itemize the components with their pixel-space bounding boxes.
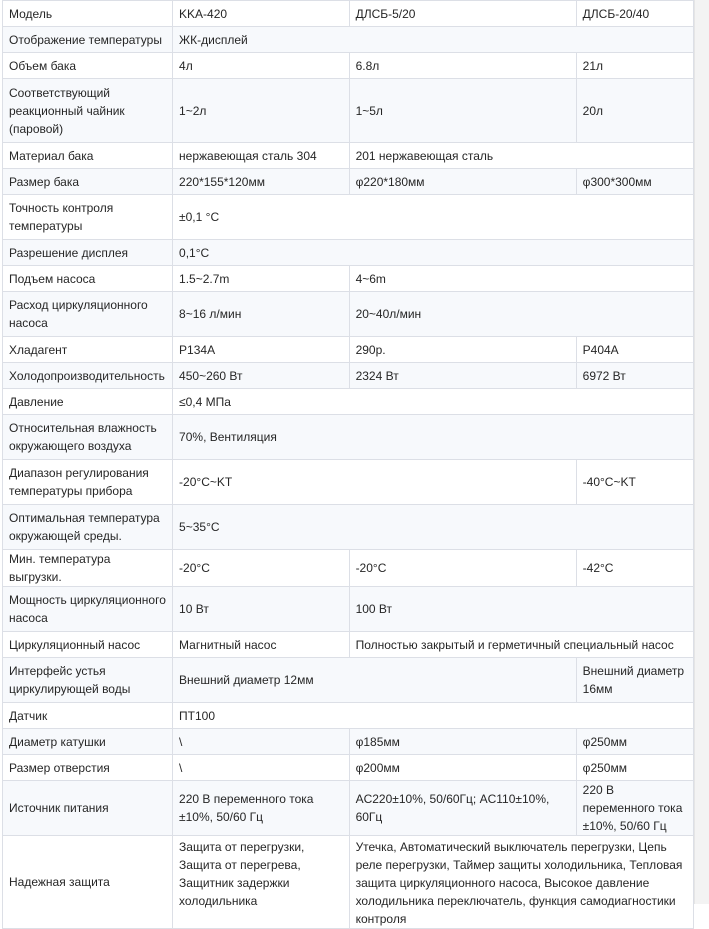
- value-kka420: 1.5~2.7m: [173, 266, 350, 292]
- value-dlsb2040: Внешний диаметр 16мм: [576, 658, 693, 703]
- value-kka420: 450~260 Вт: [173, 363, 350, 389]
- value-dlsb520: AC220±10%, 50/60Гц; AC110±10%, 60Гц: [349, 781, 576, 836]
- table-row-tank-material: [3, 143, 694, 169]
- table-row-humidity: [3, 415, 694, 460]
- value-dlsb520: ДЛСБ-5/20: [349, 1, 576, 27]
- value-dlsb520: 2324 Вт: [349, 363, 576, 389]
- table-row-pressure: [3, 389, 694, 415]
- value-dlsb520: -20°C: [349, 550, 576, 587]
- table-row-ambient-temp: [3, 505, 694, 550]
- table-row-display-resolution: [3, 240, 694, 266]
- value-all: ±0,1 °C: [173, 195, 694, 240]
- table-row-cooling-capacity: [3, 363, 694, 389]
- row-label: Модель: [3, 1, 173, 27]
- value-kka420: Защита от перегрузки, Защита от перегрева, Защитник задержки холодильника: [173, 836, 350, 929]
- value-dlsb2040: 220 В переменного тока ±10%, 50/60 Гц: [576, 781, 693, 836]
- vertical-scrollbar[interactable]: [694, 0, 709, 904]
- value-all: ЖК-дисплей: [173, 27, 694, 53]
- row-label: Оптимальная температура окружающей среды.: [3, 505, 173, 550]
- table-row-water-interface: [3, 658, 694, 703]
- row-label: Мощность циркуляционного насоса: [3, 587, 173, 632]
- table-row-refrigerant: [3, 337, 694, 363]
- value-dlsb2040: ДЛСБ-20/40: [576, 1, 693, 27]
- value-dlsb: 201 нержавеющая сталь: [349, 143, 693, 169]
- row-label: Относительная влажность окружающего воздуха: [3, 415, 173, 460]
- table-row-hole-size: [3, 755, 694, 781]
- row-label: Источник питания: [3, 781, 173, 836]
- row-label: Расход циркуляционного насоса: [3, 292, 173, 337]
- value-dlsb2040: -40°C~KT: [576, 460, 693, 505]
- value-dlsb520: 1~5л: [349, 79, 576, 143]
- value-dlsb520: 6.8л: [349, 53, 576, 79]
- row-label: Объем бака: [3, 53, 173, 79]
- value-dlsb2040: 20л: [576, 79, 693, 143]
- value-kka420: 8~16 л/мин: [173, 292, 350, 337]
- row-label: Материал бака: [3, 143, 173, 169]
- value-dlsb: Полностью закрытый и герметичный специальный насос: [349, 632, 693, 658]
- row-label: Датчик: [3, 703, 173, 729]
- value-kka420: \: [173, 729, 350, 755]
- row-label: Точность контроля температуры: [3, 195, 173, 240]
- value-all: ПТ100: [173, 703, 694, 729]
- value-dlsb520: φ220*180мм: [349, 169, 576, 195]
- value-kka420: 220 В переменного тока ±10%, 50/60 Гц: [173, 781, 350, 836]
- value-kka420: KKA-420: [173, 1, 350, 27]
- value-dlsb2040: φ250мм: [576, 729, 693, 755]
- value-dlsb2040: -42°C: [576, 550, 693, 587]
- row-label: Диапазон регулирования температуры прибора: [3, 460, 173, 505]
- value-kka420: -20°C: [173, 550, 350, 587]
- value-all: 70%, Вентиляция: [173, 415, 694, 460]
- value-kka420: \: [173, 755, 350, 781]
- table-row-pump-head: [3, 266, 694, 292]
- table-row-tank-volume: [3, 53, 694, 79]
- value-dlsb: 100 Вт: [349, 587, 693, 632]
- value-kka420: 220*155*120мм: [173, 169, 350, 195]
- table-row-reaction-kettle: [3, 79, 694, 143]
- table-row-pump-type: [3, 632, 694, 658]
- row-label: Давление: [3, 389, 173, 415]
- row-label: Размер бака: [3, 169, 173, 195]
- table-row-tank-size: [3, 169, 694, 195]
- value-kka420: 4л: [173, 53, 350, 79]
- row-label: Хладагент: [3, 337, 173, 363]
- value-dlsb2040: P404A: [576, 337, 693, 363]
- table-row-control-accuracy: [3, 195, 694, 240]
- value-kka420: Магнитный насос: [173, 632, 350, 658]
- value-dlsb2040: 21л: [576, 53, 693, 79]
- value-dlsb2040: φ250мм: [576, 755, 693, 781]
- table-row-pump-power: [3, 587, 694, 632]
- row-label: Размер отверстия: [3, 755, 173, 781]
- table-row-min-discharge-temp: [3, 550, 694, 587]
- table-row-sensor: [3, 703, 694, 729]
- row-label: Холодопроизводительность: [3, 363, 173, 389]
- row-label: Разрешение дисплея: [3, 240, 173, 266]
- value-kka420: 10 Вт: [173, 587, 350, 632]
- table-row-coil-diameter: [3, 729, 694, 755]
- table-row-power-supply: [3, 781, 694, 836]
- value-kka-dlsb520: -20°C~KT: [173, 460, 577, 505]
- value-kka420: 1~2л: [173, 79, 350, 143]
- value-kka420: P134A: [173, 337, 350, 363]
- value-dlsb520: 290р.: [349, 337, 576, 363]
- value-dlsb: Утечка, Автоматический выключатель перегрузки, Цепь реле перегрузки, Таймер защиты холодильника, Тепловая защита циркуляционного насоса, Высокое давление холодильника переключатель, функция самодиагностики контроля: [349, 836, 693, 929]
- value-kka-dlsb520: Внешний диаметр 12мм: [173, 658, 577, 703]
- row-label: Мин. температура выгрузки.: [3, 550, 173, 587]
- row-label: Соответствующий реакционный чайник (паровой): [3, 79, 173, 143]
- value-all: 5~35°C: [173, 505, 694, 550]
- value-dlsb2040: φ300*300мм: [576, 169, 693, 195]
- table-row-protection: [3, 836, 694, 929]
- table-row-temp-range: [3, 460, 694, 505]
- row-label: Интерфейс устья циркулирующей воды: [3, 658, 173, 703]
- row-label: Диаметр катушки: [3, 729, 173, 755]
- value-dlsb: 20~40л/мин: [349, 292, 693, 337]
- row-label: Надежная защита: [3, 836, 173, 929]
- value-all: 0,1°C: [173, 240, 694, 266]
- row-label: Подъем насоса: [3, 266, 173, 292]
- value-kka420: нержавеющая сталь 304: [173, 143, 350, 169]
- table-row-model: [3, 1, 694, 27]
- table-row-temp-display: [3, 27, 694, 53]
- spec-table: [2, 0, 694, 929]
- value-dlsb520: φ200мм: [349, 755, 576, 781]
- value-dlsb: 4~6m: [349, 266, 693, 292]
- row-label: Циркуляционный насос: [3, 632, 173, 658]
- value-all: ≤0,4 МПа: [173, 389, 694, 415]
- value-dlsb520: φ185мм: [349, 729, 576, 755]
- table-row-pump-flow: [3, 292, 694, 337]
- row-label: Отображение температуры: [3, 27, 173, 53]
- value-dlsb2040: 6972 Вт: [576, 363, 693, 389]
